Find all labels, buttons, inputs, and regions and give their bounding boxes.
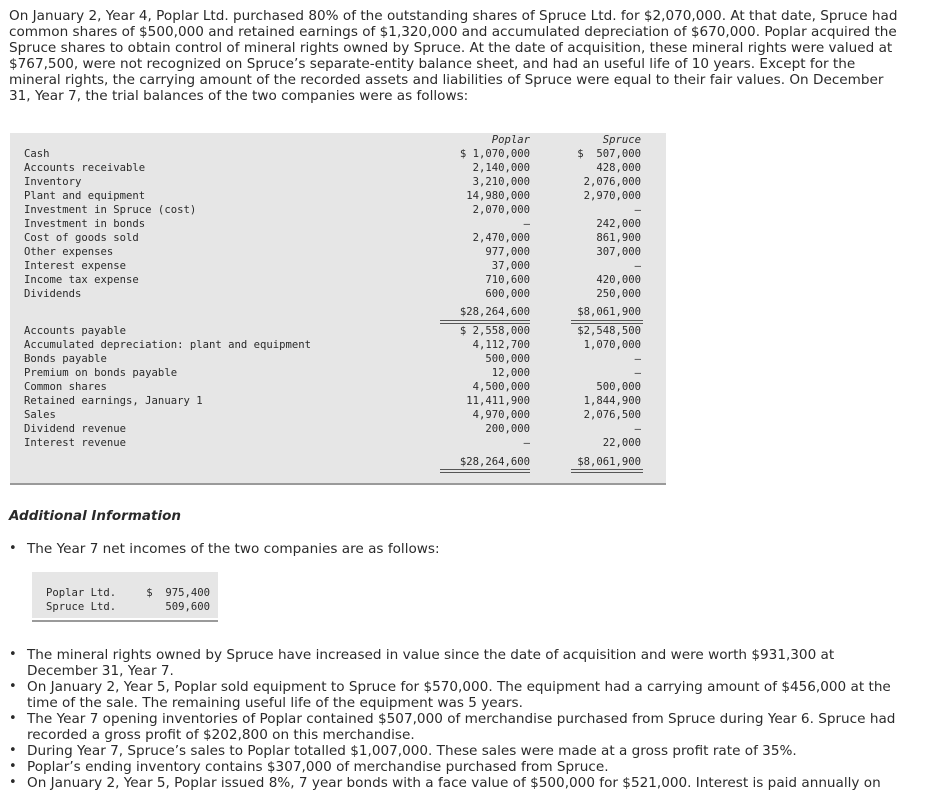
net-income-intro: The Year 7 net incomes of the two companies are as follows: [27, 541, 440, 557]
problem-intro-text: On January 2, Year 4, Poplar Ltd. purchased 80% of the outstanding shares of Spruce Ltd. for $2,070,000. At that date, Spruce had common shares of $500,000 and retained earnings of $1,320,000 and accumulated depreciation of $670,000. Poplar acquired the Spruce shares to obtain control of mineral rights owned by Spruce. At the date of acquisition, these mineral rights were valued at $767,500, were not recognized on Spruce’s separate-entity balance sheet, and had an useful life of 10 years. Except for the mineral rights, the carrying amount of the recorded assets and liabilities of Spruce were equal to their fair values. On December 31, Year 7, the trial balances of the two companies were as follows: [9, 8, 898, 105]
info-bullet: On January 2, Year 5, Poplar issued 8%, 7 year bonds with a face value of $500,000 for $521,000. Interest is paid annually on [27, 775, 881, 791]
net-income-value: 509,600 [165, 601, 210, 613]
debit-total-row [10, 305, 666, 319]
info-bullet: During Year 7, Spruce’s sales to Poplar totalled $1,007,000. These sales were made at a gross profit rate of 35%. [27, 743, 797, 759]
account-label: Dividends [24, 288, 82, 300]
divider [440, 469, 530, 470]
spruce-amount: – [634, 260, 641, 272]
divider [440, 472, 530, 473]
spruce-amount: $2,548,500 [577, 325, 641, 337]
bullet-dot: • [9, 647, 17, 662]
spruce-debit-total: $8,061,900 [577, 306, 641, 318]
spruce-credit-total: $8,061,900 [577, 456, 641, 468]
spruce-amount: 861,900 [596, 232, 641, 244]
account-label: Cost of goods sold [24, 232, 139, 244]
table-row [10, 380, 666, 394]
poplar-debit-total: $28,264,600 [459, 306, 530, 318]
info-bullet: The mineral rights owned by Spruce have increased in value since the date of acquisition and were worth $931,300 at December 31, Year 7. [27, 647, 835, 679]
poplar-credit-total: $28,264,600 [459, 456, 530, 468]
poplar-amount: 37,000 [491, 260, 530, 272]
account-label: Cash [24, 148, 50, 160]
table-bottom-bar [32, 620, 218, 622]
account-label: Inventory [24, 176, 82, 188]
spruce-amount: $ 507,000 [577, 148, 641, 160]
poplar-amount: 2,070,000 [472, 204, 530, 216]
spruce-amount: 22,000 [602, 437, 641, 449]
poplar-amount: – [523, 218, 530, 230]
divider [571, 469, 643, 470]
poplar-amount: 3,210,000 [472, 176, 530, 188]
account-label: Investment in bonds [24, 218, 146, 230]
poplar-amount: 2,140,000 [472, 162, 530, 174]
account-label: Plant and equipment [24, 190, 146, 202]
net-income-label: Spruce Ltd. [46, 601, 117, 613]
spruce-amount: – [634, 423, 641, 435]
spruce-amount: 2,076,500 [583, 409, 641, 421]
divider [440, 320, 530, 321]
divider [571, 323, 643, 324]
divider [571, 320, 643, 321]
account-label: Accounts receivable [24, 162, 146, 174]
poplar-amount: 4,500,000 [472, 381, 530, 393]
account-label: Income tax expense [24, 274, 139, 286]
poplar-amount: 977,000 [485, 246, 530, 258]
spruce-amount: 2,076,000 [583, 176, 641, 188]
spruce-amount: – [634, 204, 641, 216]
spruce-amount: 1,070,000 [583, 339, 641, 351]
divider [571, 472, 643, 473]
table-row [10, 259, 666, 273]
spruce-header: Spruce [602, 134, 641, 146]
info-bullet: Poplar’s ending inventory contains $307,000 of merchandise purchased from Spruce. [27, 759, 609, 775]
account-label: Accumulated depreciation: plant and equipment [24, 339, 312, 351]
table-row [10, 324, 666, 338]
info-bullet: The Year 7 opening inventories of Poplar contained $507,000 of merchandise purchased from Spruce during Year 6. Spruce had recorded a gross profit of $202,800 on this merchandise. [27, 711, 896, 743]
bullet-dot: • [9, 679, 17, 694]
spruce-amount: 250,000 [596, 288, 641, 300]
poplar-amount: 14,980,000 [466, 190, 530, 202]
net-income-value: $ 975,400 [146, 587, 210, 599]
account-label: Interest revenue [24, 437, 127, 449]
spruce-amount: – [634, 367, 641, 379]
spruce-amount: 420,000 [596, 274, 641, 286]
table-row [10, 422, 666, 436]
poplar-amount: 710,600 [485, 274, 530, 286]
poplar-amount: 4,970,000 [472, 409, 530, 421]
poplar-amount: 2,470,000 [472, 232, 530, 244]
poplar-header: Poplar [491, 134, 530, 146]
poplar-amount: $ 1,070,000 [459, 148, 530, 160]
table-row [10, 352, 666, 366]
poplar-amount: 12,000 [491, 367, 530, 379]
table-row [10, 273, 666, 287]
table-row [10, 217, 666, 231]
poplar-amount: 4,112,700 [472, 339, 530, 351]
poplar-amount: 500,000 [485, 353, 530, 365]
trial-balance-table [10, 133, 666, 485]
additional-info-title: Additional Information [9, 508, 181, 524]
table-row [10, 147, 666, 161]
net-income-table [32, 572, 218, 618]
table-row [10, 189, 666, 203]
account-label: Interest expense [24, 260, 127, 272]
poplar-amount: 11,411,900 [466, 395, 530, 407]
spruce-amount: 242,000 [596, 218, 641, 230]
account-label: Dividend revenue [24, 423, 127, 435]
table-row [10, 175, 666, 189]
spruce-amount: 500,000 [596, 381, 641, 393]
account-label: Retained earnings, January 1 [24, 395, 203, 407]
poplar-amount: 600,000 [485, 288, 530, 300]
spruce-amount: 2,970,000 [583, 190, 641, 202]
spruce-amount: 1,844,900 [583, 395, 641, 407]
account-label: Bonds payable [24, 353, 107, 365]
account-label: Investment in Spruce (cost) [24, 204, 197, 216]
table-row [10, 161, 666, 175]
credit-total-row [10, 455, 666, 469]
table-bottom-bar [10, 483, 666, 485]
spruce-amount: – [634, 353, 641, 365]
account-label: Common shares [24, 381, 107, 393]
poplar-amount: $ 2,558,000 [459, 325, 530, 337]
table-row [10, 408, 666, 422]
table-header-row [10, 133, 666, 147]
poplar-amount: – [523, 437, 530, 449]
net-income-label: Poplar Ltd. [46, 587, 117, 599]
bullet-dot: • [9, 711, 17, 726]
info-bullet: On January 2, Year 5, Poplar sold equipment to Spruce for $570,000. The equipment had a carrying amount of $456,000 at the time of the sale. The remaining useful life of the equipment was 5 years. [27, 679, 891, 711]
account-label: Sales [24, 409, 56, 421]
bullet-dot: • [9, 759, 17, 774]
table-row [10, 366, 666, 380]
table-row [10, 231, 666, 245]
table-row [10, 338, 666, 352]
table-row [10, 245, 666, 259]
table-row [10, 287, 666, 301]
account-label: Other expenses [24, 246, 114, 258]
poplar-amount: 200,000 [485, 423, 530, 435]
bullet-dot: • [9, 775, 17, 790]
account-label: Accounts payable [24, 325, 127, 337]
table-row [10, 394, 666, 408]
bullet-dot: • [9, 541, 17, 556]
table-row [10, 203, 666, 217]
account-label: Premium on bonds payable [24, 367, 178, 379]
spruce-amount: 307,000 [596, 246, 641, 258]
divider [440, 323, 530, 324]
bullet-dot: • [9, 743, 17, 758]
spruce-amount: 428,000 [596, 162, 641, 174]
table-row [10, 436, 666, 450]
